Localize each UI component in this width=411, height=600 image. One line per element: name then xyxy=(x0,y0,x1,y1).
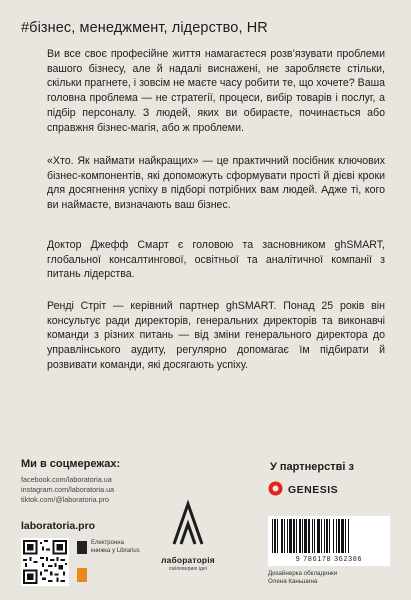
isbn-number: 9 786178 362386 xyxy=(295,556,363,563)
social-links xyxy=(21,475,114,506)
social-link-tiktok[interactable]: tiktok.com/@laboratoria.pro xyxy=(21,495,109,505)
intro-paragraph: Ви все своє професійне життя намагаєтеся розв’язувати проблеми вашого бізнесу, але й надалі виснажені, не заробляєте стільки, скільки прагнете, і зовсім не маєте часу робити те, що хочете? Ваша головна проблема — не стратегії, процеси, вибір товарів і послуг, а підбір персоналу. З людей, яких ви обираєте, починається або справжня бізнес-магія, або ж проблеми. xyxy=(47,48,385,134)
author-street-bio: Ренді Стріт — керівний партнер ghSMART. Понад 25 років він консультує ради директорів, генеральних директорів та виконавчі команди з різних питань — від зміни генерального директора до управлінського аудиту, регулярно допомагає їм підбирати й розвивати команди, які досягають успіху. xyxy=(47,300,385,371)
publisher-tagline: смілеверию ідеї xyxy=(168,566,208,572)
social-link-facebook[interactable]: facebook.com/laboratoria.ua xyxy=(21,475,112,484)
social-link-instagram[interactable]: instagram.com/laboratoria.ua xyxy=(21,485,115,495)
cover-designer-credit xyxy=(268,570,337,586)
social-title: Ми в соцмережах: xyxy=(21,458,121,470)
designer-name: Олена Каньшина xyxy=(268,578,318,585)
publisher-name: лабораторія xyxy=(161,555,215,565)
librarius-icon xyxy=(77,541,87,554)
ebook-label: Електронна книжка у Librarius xyxy=(91,540,140,554)
website-link[interactable]: laboratoria.pro xyxy=(21,520,96,532)
designer-role: Дизайнерка обкладинки xyxy=(268,570,338,577)
age-rating-icon xyxy=(77,568,87,582)
author-smart-bio: Доктор Джефф Смарт є головою та засновником ghSMART, глобальної консалтингової, освітньої та аналітичної компанії з питань лідерства. xyxy=(47,239,385,281)
genesis-logo-icon xyxy=(268,481,283,496)
qr-code-icon xyxy=(21,538,69,586)
genre-tags: #бізнес, менеджмент, лідерство, HR xyxy=(21,20,268,36)
laboratoria-logo-icon xyxy=(166,498,210,548)
book-description-paragraph: «Хто. Як наймати найкращих» — це практичний посібник ключових бізнес-компонентів, які допоможуть сформувати прості й дієві кроки для досягнення успіху в підборі потрібних вам людей. Адже ті, кого ви наймаєте, визначають ваш бізнес. xyxy=(47,155,385,212)
partner-title: У партнерстві з xyxy=(270,461,354,473)
partner-name: GENESIS xyxy=(288,484,339,496)
